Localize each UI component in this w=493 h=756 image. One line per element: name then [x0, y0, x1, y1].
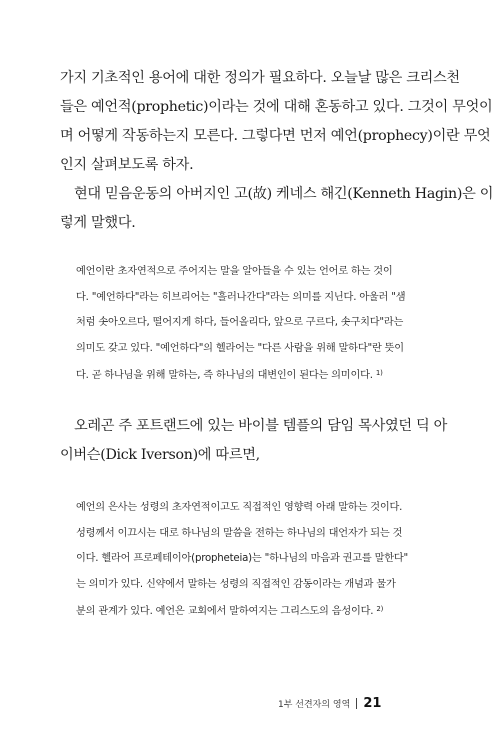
section-title: 1부 선견자의 영역: [278, 700, 351, 710]
footnote-marker: 1): [375, 369, 383, 377]
paragraph-hagin-intro: [60, 180, 493, 238]
page-footer: [278, 696, 428, 711]
paragraph-iverson-intro: [60, 412, 448, 470]
page-number: 21: [363, 696, 382, 711]
quote-line-text: 다. 곧 하나님을 위해 말하는, 즉 하나님의 대변인이 된다는 의미이다.: [76, 370, 373, 381]
quote-line: 처럼 솟아오르다, 떨어지게 하다, 들어올리다, 앞으로 구르다, 솟구치다"라는: [76, 317, 404, 328]
footnote-marker: 2): [376, 605, 384, 613]
text-line: 가지 기초적인 용어에 대한 정의가 필요하다. 오늘날 많은 크리스천: [60, 70, 460, 86]
quote-iverson: [76, 495, 409, 625]
quote-line: [76, 361, 402, 389]
quote-line: 다. "예언하다"라는 히브리어는 "흘러나간다"라는 의미를 지닌다. 아울러 "샘: [76, 291, 406, 303]
quote-line: 예언의 은사는 성령의 초자연적이고도 직접적인 영향력 아래 말하는 것이다.: [76, 502, 403, 513]
text-line: 들은 예언적(prophetic)이라는 것에 대해 혼동하고 있다. 그것이 무엇이: [60, 99, 493, 115]
footer-divider: [356, 698, 357, 709]
quote-hagin: [76, 259, 406, 389]
text-line: 렇게 말했다.: [60, 215, 136, 231]
quote-line: 예언이란 초자연적으로 주어지는 말을 알아들을 수 있는 언어로 하는 것이: [76, 266, 393, 277]
quote-line: 이다. 헬라어 프로페테이아(propheteia)는 "하나님의 마음과 권고를 말한다": [76, 553, 409, 564]
text-line: 현대 믿음운동의 아버지인 고(故) 케네스 해긴(Kenneth Hagin)은 이: [74, 186, 493, 202]
quote-line: [76, 597, 402, 625]
text-line: 이버슨(Dick Iverson)에 따르면,: [60, 447, 260, 463]
paragraph-definition: [60, 64, 493, 180]
quote-line: 성령께서 이끄시는 대로 하나님의 말씀을 전하는 하나님의 대언자가 되는 것: [76, 527, 403, 539]
quote-line-text: 분의 관계가 있다. 예언은 교회에서 말하여지는 그리스도의 음성이다.: [76, 606, 374, 617]
text-line: 며 어떻게 작동하는지 모른다. 그렇다면 먼저 예언(prophecy)이란 무엇: [60, 128, 491, 144]
quote-line: 는 의미가 있다. 신약에서 말하는 성령의 직접적인 감동이라는 개념과 물가: [76, 578, 396, 590]
text-line: 오레곤 주 포트랜드에 있는 바이블 템플의 담임 목사였던 딕 아: [74, 418, 448, 434]
quote-line: 의미도 갖고 있다. "예언하다"의 헬라어는 "다른 사람을 위해 말하다"란 뜻이: [76, 342, 404, 354]
text-line: 인지 살펴보도록 하자.: [60, 157, 194, 173]
